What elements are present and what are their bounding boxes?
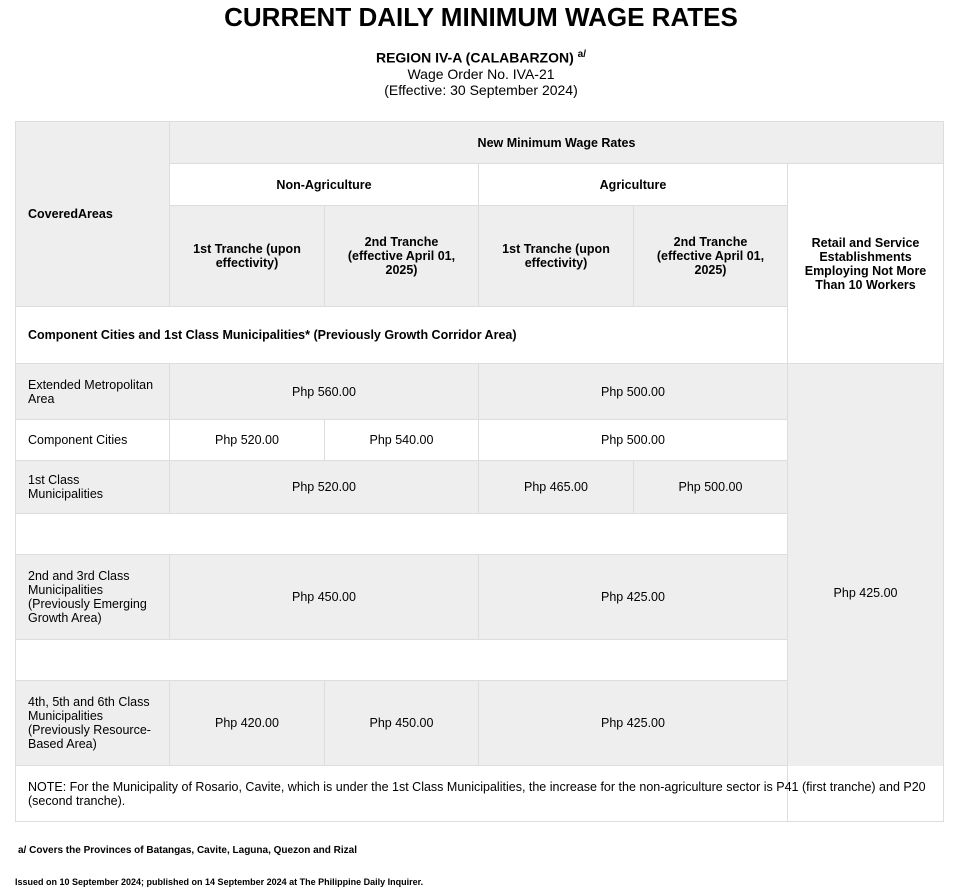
non-agri-tranche1-header: 1st Tranche (upon effectivity) xyxy=(170,206,325,307)
wage-order: Wage Order No. IVA-21 xyxy=(407,65,555,82)
rate-cell: Php 540.00 xyxy=(325,420,479,461)
spacer-row xyxy=(16,640,788,681)
non-agriculture-header: Non-Agriculture xyxy=(170,164,479,206)
header-block xyxy=(0,47,962,98)
rate-cell: Php 500.00 xyxy=(479,420,788,461)
row-area-label: 1st Class Municipalities xyxy=(16,461,170,514)
spacer-row xyxy=(16,514,788,555)
rate-cell: Php 420.00 xyxy=(170,681,325,766)
rate-cell: Php 500.00 xyxy=(479,364,788,420)
retail-header: Retail and Service Establishments Employing Not More Than 10 Workers xyxy=(788,164,944,364)
row-area-label: 4th, 5th and 6th Class Municipalities (Previously Resource-Based Area) xyxy=(16,681,170,766)
region-note-mark: a/ xyxy=(577,49,587,60)
region-line xyxy=(0,47,962,66)
page-title: CURRENT DAILY MINIMUM WAGE RATES xyxy=(224,2,738,32)
rate-cell: Php 520.00 xyxy=(170,420,325,461)
rate-cell: Php 425.00 xyxy=(479,681,788,766)
region-name: REGION IV-A (CALABARZON) xyxy=(375,49,574,66)
section-component-cities: Component Cities and 1st Class Municipalities* (Previously Growth Corridor Area) xyxy=(16,307,788,364)
footnote: a/ Covers the Provinces of Batangas, Cavite, Laguna, Quezon and Rizal xyxy=(18,845,357,856)
rate-cell: Php 560.00 xyxy=(170,364,479,420)
table-note: NOTE: For the Municipality of Rosario, Cavite, which is under the 1st Class Municipalities, the increase for the non-agriculture sector is P41 (first tranche) and P20 (second tranche). xyxy=(16,766,944,822)
row-area-label: Extended Metropolitan Area xyxy=(16,364,170,420)
issued-line: Issued on 10 September 2024; published on 14 September 2024 at The Philippine Daily Inquirer. xyxy=(15,877,424,887)
agriculture-header: Agriculture xyxy=(479,164,788,206)
row-area-label: 2nd and 3rd Class Municipalities (Previously Emerging Growth Area) xyxy=(16,555,170,640)
row-area-label: Component Cities xyxy=(16,420,170,461)
rate-cell: Php 425.00 xyxy=(479,555,788,640)
agri-tranche2-header: 2nd Tranche (effective April 01, 2025) xyxy=(634,206,788,307)
rate-cell: Php 520.00 xyxy=(170,461,479,514)
agri-tranche1-header: 1st Tranche (upon effectivity) xyxy=(479,206,634,307)
rate-cell: Php 450.00 xyxy=(170,555,479,640)
non-agri-tranche2-header: 2nd Tranche (effective April 01, 2025) xyxy=(325,206,479,307)
rate-cell: Php 465.00 xyxy=(479,461,634,514)
covered-areas-header: CoveredAreas xyxy=(16,122,170,307)
wage-table xyxy=(15,121,944,822)
rate-cell: Php 450.00 xyxy=(325,681,479,766)
rate-cell: Php 500.00 xyxy=(634,461,788,514)
effective-date: (Effective: 30 September 2024) xyxy=(384,81,578,98)
retail-rate-cell: Php 425.00 xyxy=(788,364,944,822)
new-rates-header: New Minimum Wage Rates xyxy=(170,122,944,164)
